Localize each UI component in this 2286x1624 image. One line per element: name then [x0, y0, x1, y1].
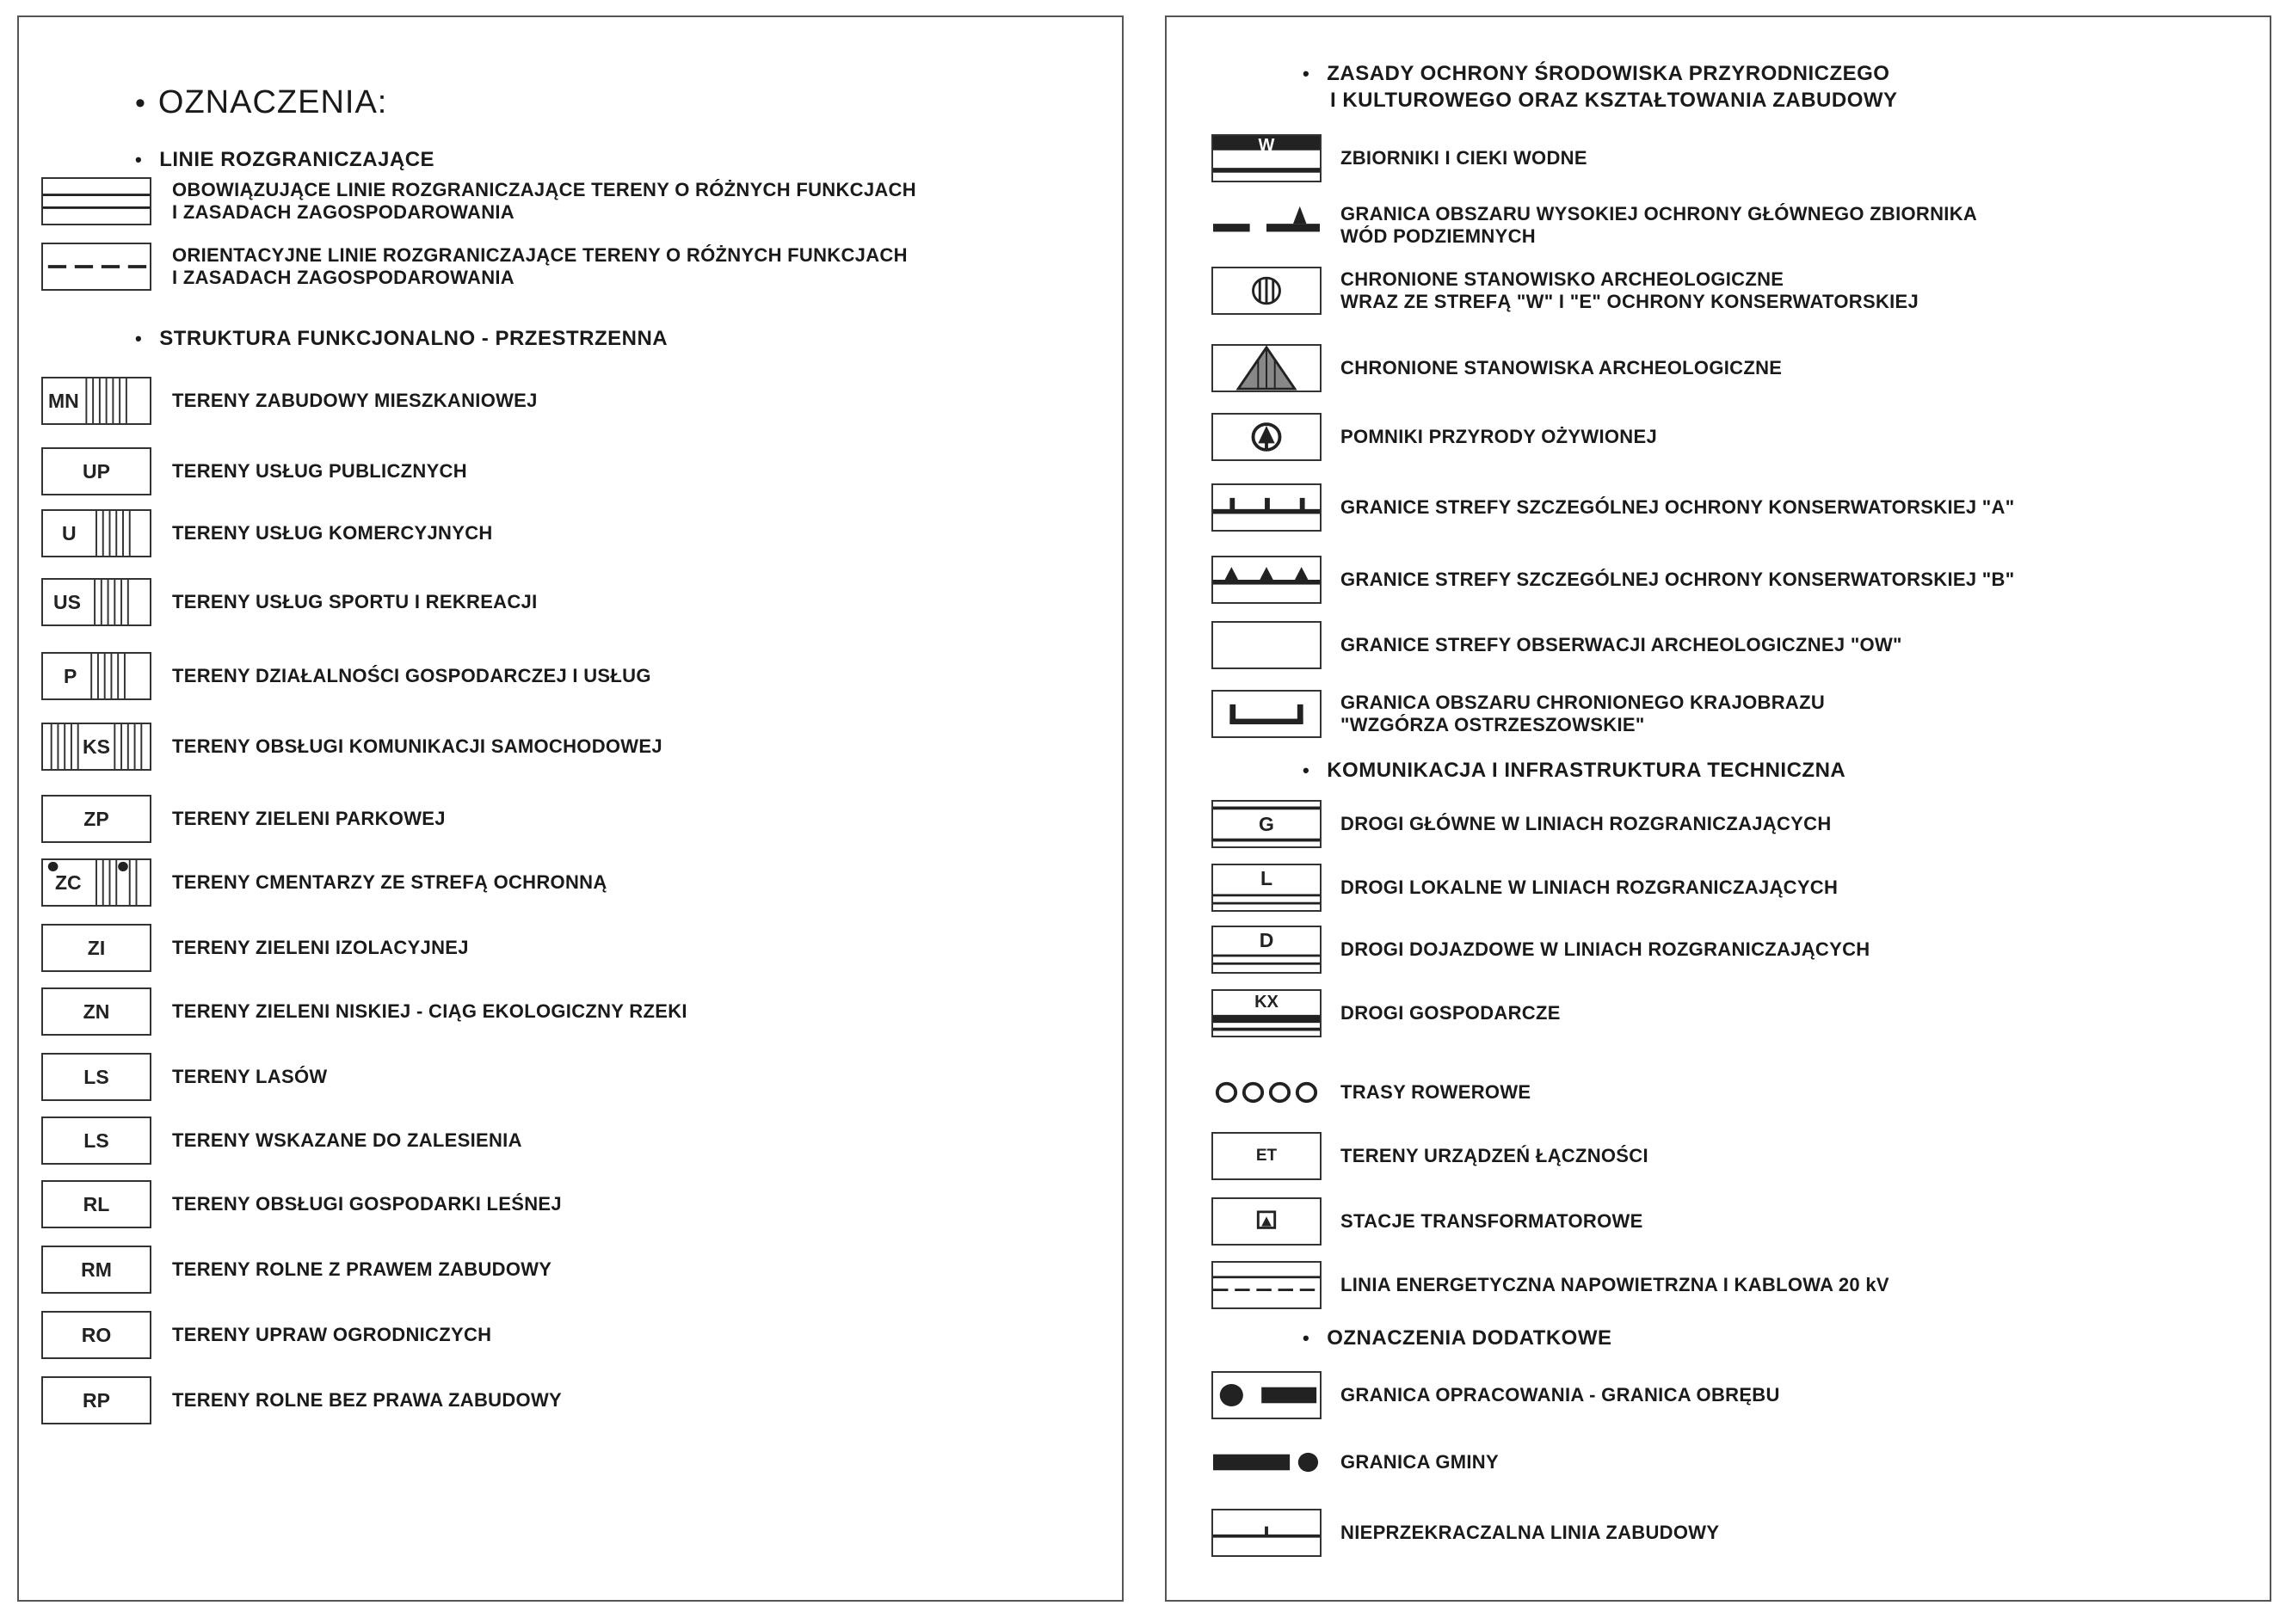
legend-label: TERENY USŁUG PUBLICZNYCH	[172, 460, 467, 482]
zone-code-symbol: LS	[41, 1053, 151, 1101]
zone-code-symbol: LS	[41, 1116, 151, 1165]
legend-label: GRANICE STREFY OBSERWACJI ARCHEOLOGICZNEJ "OW"	[1340, 634, 1902, 655]
legend-label: TERENY LASÓW	[172, 1066, 328, 1087]
protected-landscape-icon	[1211, 690, 1322, 738]
power-line-icon	[1211, 1261, 1322, 1309]
legend-label: CHRONIONE STANOWISKO ARCHEOLOGICZNE WRAZ ZE STREFĄ "W" I "E" OCHRONY KONSERWATORSKIEJ	[1340, 268, 1919, 312]
legend-label: DROGI GŁÓWNE W LINIACH ROZGRANICZAJĄCYCH	[1340, 813, 1832, 834]
zone-a-boundary-icon	[1211, 483, 1322, 532]
legend-label: TERENY OBSŁUGI KOMUNIKACJI SAMOCHODOWEJ	[172, 735, 662, 757]
zone-code-symbol: ET	[1211, 1132, 1322, 1180]
main-road-symbol: G	[1211, 800, 1322, 848]
transformer-station-icon	[1211, 1197, 1322, 1246]
zone-code-symbol: U	[41, 509, 151, 557]
legend-label: TERENY WSKAZANE DO ZALESIENIA	[172, 1129, 522, 1151]
legend-label: TERENY ZIELENI PARKOWEJ	[172, 808, 446, 829]
triangle-hatched-icon	[1211, 344, 1322, 392]
zone-code-symbol: ZI	[41, 924, 151, 972]
legend-label: GRANICA OBSZARU CHRONIONEGO KRAJOBRAZU "WZGÓRZA OSTRZESZOWSKIE"	[1340, 692, 1826, 735]
tree-monument-icon	[1211, 413, 1322, 461]
legend-label: GRANICE STREFY SZCZEGÓLNEJ OCHRONY KONSERWATORSKIEJ "A"	[1340, 496, 2015, 518]
legend-label: ORIENTACYJNE LINIE ROZGRANICZAJĄCE TERENY O RÓŻNYCH FUNKCJACH I ZASADACH ZAGOSPODAROWANIA	[172, 244, 908, 288]
legend-label: TERENY ZIELENI NISKIEJ - CIĄG EKOLOGICZNY RZEKI	[172, 1000, 687, 1022]
legend-label: TERENY UPRAW OGRODNICZYCH	[172, 1324, 492, 1345]
legend-label: TERENY USŁUG SPORTU I REKREACJI	[172, 591, 538, 612]
farm-road-symbol: KX	[1211, 989, 1322, 1037]
legend-panel-left	[17, 15, 1124, 1602]
section-title: • OZNACZENIA DODATKOWE	[1303, 1326, 1612, 1350]
archaeological-site-icon	[1211, 267, 1322, 315]
legend-label: TRASY ROWEROWE	[1340, 1081, 1531, 1103]
legend-label: TERENY ZIELENI IZOLACYJNEJ	[172, 937, 469, 958]
legend-label: TERENY ZABUDOWY MIESZKANIOWEJ	[172, 390, 538, 411]
legend-label: TERENY USŁUG KOMERCYJNYCH	[172, 522, 493, 544]
access-road-symbol: D	[1211, 926, 1322, 974]
legend-label: ZBIORNIKI I CIEKI WODNE	[1340, 147, 1587, 169]
zone-code-symbol: RP	[41, 1376, 151, 1424]
legend-label: TERENY ROLNE BEZ PRAWA ZABUDOWY	[172, 1389, 562, 1411]
legend-label: DROGI LOKALNE W LINIACH ROZGRANICZAJĄCYCH	[1340, 877, 1839, 898]
bullet-icon: •	[1303, 63, 1310, 84]
legend-label: TERENY DZIAŁALNOŚCI GOSPODARCZEJ I USŁUG	[172, 665, 651, 686]
municipality-boundary-icon	[1211, 1438, 1322, 1486]
bike-route-icon	[1211, 1068, 1322, 1116]
legend-label: GRANICA GMINY	[1340, 1451, 1499, 1473]
section-title: • ZASADY OCHRONY ŚRODOWISKA PRZYRODNICZEGO I KULTUROWEGO ORAZ KSZTAŁTOWANIA ZABUDOWY	[1303, 62, 1898, 112]
legend-label: TERENY OBSŁUGI GOSPODARKI LEŚNEJ	[172, 1193, 562, 1215]
zone-code-symbol: RO	[41, 1311, 151, 1359]
zone-code-symbol: ZP	[41, 795, 151, 843]
legend-label: TERENY CMENTARZY ZE STREFĄ OCHRONNĄ	[172, 871, 607, 893]
water-symbol: W	[1211, 134, 1322, 182]
zone-code-symbol: ZC	[41, 858, 151, 907]
zone-code-symbol: RL	[41, 1180, 151, 1228]
legend-label: STACJE TRANSFORMATOROWE	[1340, 1210, 1643, 1232]
study-boundary-icon	[1211, 1371, 1322, 1419]
legend-label: LINIA ENERGETYCZNA NAPOWIETRZNA I KABLOWA 20 kV	[1340, 1274, 1889, 1295]
bullet-icon: •	[135, 328, 143, 349]
legend-label: CHRONIONE STANOWISKA ARCHEOLOGICZNE	[1340, 357, 1783, 378]
solid-boundary-line-icon	[41, 177, 151, 225]
zone-code-symbol: UP	[41, 447, 151, 495]
legend-title: • OZNACZENIA:	[135, 84, 388, 120]
zone-code-symbol: KS	[41, 723, 151, 771]
legend-label: GRANICA OBSZARU WYSOKIEJ OCHRONY GŁÓWNEGO ZBIORNIKA WÓD PODZIEMNYCH	[1340, 203, 1978, 247]
bullet-icon: •	[1303, 760, 1310, 781]
legend-label: OBOWIĄZUJĄCE LINIE ROZGRANICZAJĄCE TERENY O RÓŻNYCH FUNKCJACH I ZASADACH ZAGOSPODAROWANIA	[172, 179, 916, 223]
legend-label: DROGI DOJAZDOWE W LINIACH ROZGRANICZAJĄCYCH	[1340, 938, 1870, 960]
bullet-icon: •	[1303, 1327, 1310, 1349]
legend-panel-right	[1165, 15, 2271, 1602]
building-line-icon	[1211, 1509, 1322, 1557]
legend-label: POMNIKI PRZYRODY OŻYWIONEJ	[1340, 426, 1657, 447]
dashed-boundary-line-icon	[41, 243, 151, 291]
legend-label: DROGI GOSPODARCZE	[1340, 1002, 1561, 1024]
legend-label: GRANICE STREFY SZCZEGÓLNEJ OCHRONY KONSERWATORSKIEJ "B"	[1340, 569, 2015, 590]
zone-code-symbol: US	[41, 578, 151, 626]
zone-code-symbol: MN	[41, 377, 151, 425]
legend-label: TERENY URZĄDZEŃ ŁĄCZNOŚCI	[1340, 1145, 1648, 1166]
bullet-icon: •	[135, 149, 143, 170]
observation-zone-icon	[1211, 621, 1322, 669]
bullet-icon: •	[135, 87, 146, 120]
section-title: • LINIE ROZGRANICZAJĄCE	[135, 148, 435, 171]
zone-code-symbol: P	[41, 652, 151, 700]
groundwater-boundary-icon	[1211, 201, 1322, 249]
zone-b-boundary-icon	[1211, 556, 1322, 604]
zone-code-symbol: RM	[41, 1246, 151, 1294]
legend-label: TERENY ROLNE Z PRAWEM ZABUDOWY	[172, 1258, 552, 1280]
zone-code-symbol: ZN	[41, 987, 151, 1036]
section-title: • STRUKTURA FUNKCJONALNO - PRZESTRZENNA	[135, 327, 669, 350]
section-title: • KOMUNIKACJA I INFRASTRUKTURA TECHNICZNA	[1303, 759, 1846, 782]
legend-label: NIEPRZEKRACZALNA LINIA ZABUDOWY	[1340, 1522, 1720, 1543]
legend-label: GRANICA OPRACOWANIA - GRANICA OBRĘBU	[1340, 1384, 1780, 1406]
local-road-symbol: L	[1211, 864, 1322, 912]
